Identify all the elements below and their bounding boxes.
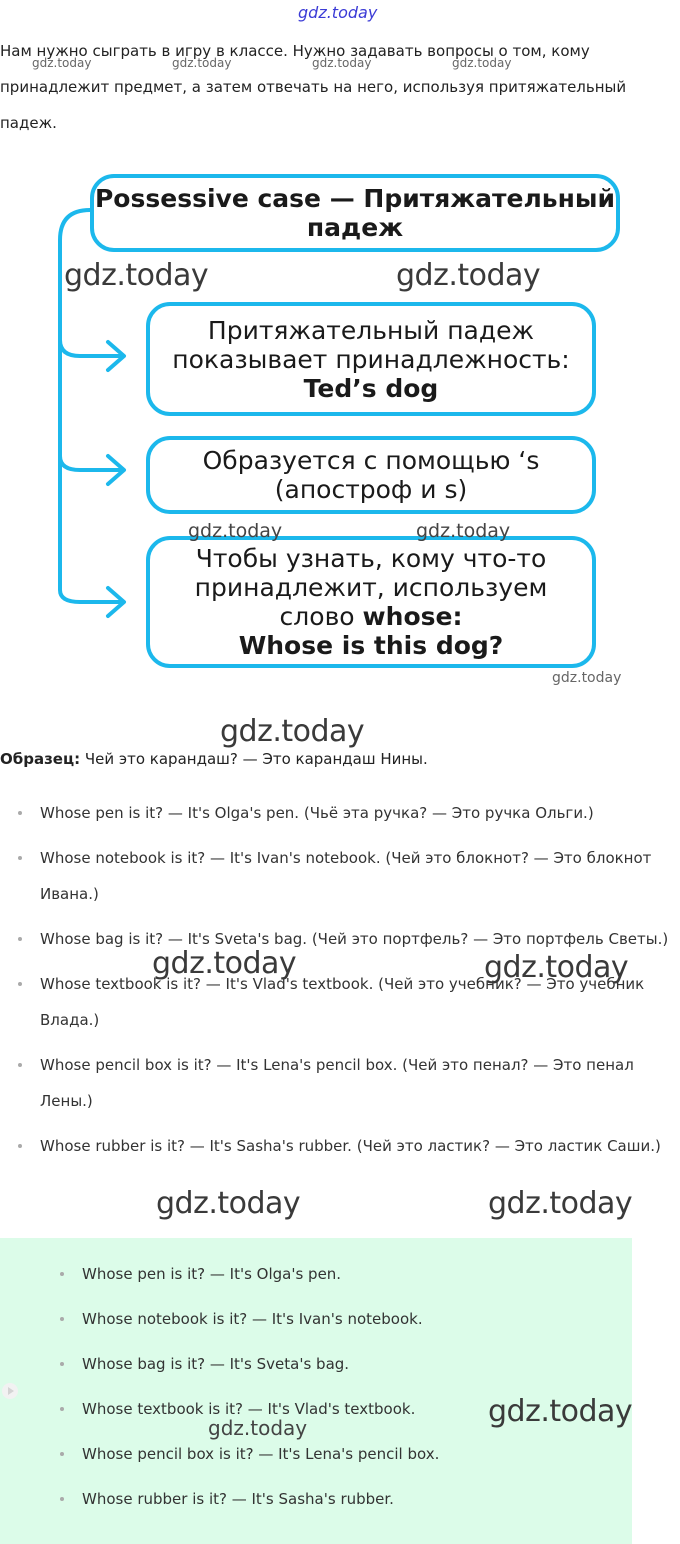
watermark-big: gdz.today [488,1186,633,1221]
diagram-title-line-1: Possessive case — Притяжательный [94,184,616,213]
list-item: Whose bag is it? — It's Sveta's bag. (Чей это портфель? — Это портфель Светы.) [0,921,680,957]
answer-item: Whose rubber is it? — It's Sasha's rubber. [0,1481,439,1526]
box-question-keyword: whose: [362,602,463,631]
box-meaning-example: Ted’s dog [303,373,439,403]
watermark-small: gdz.today [312,56,372,70]
diagram-box-question [146,536,596,668]
answer-item: Whose textbook is it? — It's Vlad's textbook. [0,1391,439,1436]
box-question-example: Whose is this dog? [238,631,504,660]
watermark-big: gdz.today [156,1186,301,1221]
watermark-medium: gdz.today [416,520,511,542]
list-item: Whose textbook is it? — It's Vlad's textbook. (Чей это учебник? — Это учебник Влада.) [0,966,680,1038]
answer-block [0,1238,632,1544]
watermark-small: gdz.today [452,56,512,70]
box-question-word-label: слово [279,602,363,631]
box-question-line-1: Чтобы узнать, кому что-то [195,544,547,573]
watermark-small: gdz.today [172,56,232,70]
intro-paragraph [0,33,672,141]
watermark-big: gdz.today [484,950,629,985]
intro-line-3: падеж. [0,114,57,132]
box-question-line-3 [195,602,548,631]
intro-line-1: Нам нужно сыграть в игру в классе. Нужно задавать вопросы о том, кому [0,42,590,60]
watermark-big: gdz.today [396,258,541,293]
watermark-big: gdz.today [64,258,209,293]
box-meaning-line-2: показывает принадлежность: [172,344,570,374]
list-item: Whose notebook is it? — It's Ivan's notebook. (Чей это блокнот? — Это блокнот Ивана.) [0,840,680,912]
answer-item: Whose pen is it? — It's Olga's pen. [0,1256,439,1301]
list-item: Whose pen is it? — It's Olga's pen. (Чьё эта ручка? — Это ручка Ольги.) [0,795,680,831]
answer-item: Whose bag is it? — It's Sveta's bag. [0,1346,439,1391]
intro-line-2: принадлежит предмет, а затем отвечать на него, используя притяжательный [0,78,627,96]
sample-line [0,750,428,768]
possessive-case-diagram [0,160,680,680]
box-meaning-line-1: Притяжательный падеж [207,315,535,345]
diagram-title-line-2: падеж [306,213,404,242]
answer-item: Whose pencil box is it? — It's Lena's pencil box. [0,1436,439,1481]
watermark-medium: gdz.today [208,1416,308,1440]
answer-item: Whose notebook is it? — It's Ivan's notebook. [0,1301,439,1346]
diagram-box-meaning [146,302,596,416]
watermark-big: gdz.today [488,1394,633,1429]
watermark-top: gdz.today [298,3,378,22]
watermark-small: gdz.today [32,56,92,70]
watermark-medium: gdz.today [188,520,283,542]
list-item: Whose pencil box is it? — It's Lena's pencil box. (Чей это пенал? — Это пенал Лены.) [0,1047,680,1119]
sample-text: Чей это карандаш? — Это карандаш Нины. [80,750,428,768]
diagram-box-formation [146,436,596,514]
answer-list [0,1256,439,1526]
watermark-big: gdz.today [220,714,365,749]
box-question-line-2: принадлежит, используем [194,573,548,602]
sample-label: Образец: [0,750,81,768]
play-icon[interactable] [2,1383,18,1399]
watermark-small: gdz.today [552,670,622,686]
box-formation-line-2: (апостроф и s) [274,475,468,504]
watermark-big: gdz.today [152,946,297,981]
box-formation-line-1: Образуется с помощью ‘s [202,446,540,475]
diagram-title-box [90,174,620,252]
list-item: Whose rubber is it? — It's Sasha's rubber. (Чей это ластик? — Это ластик Саши.) [0,1128,680,1164]
